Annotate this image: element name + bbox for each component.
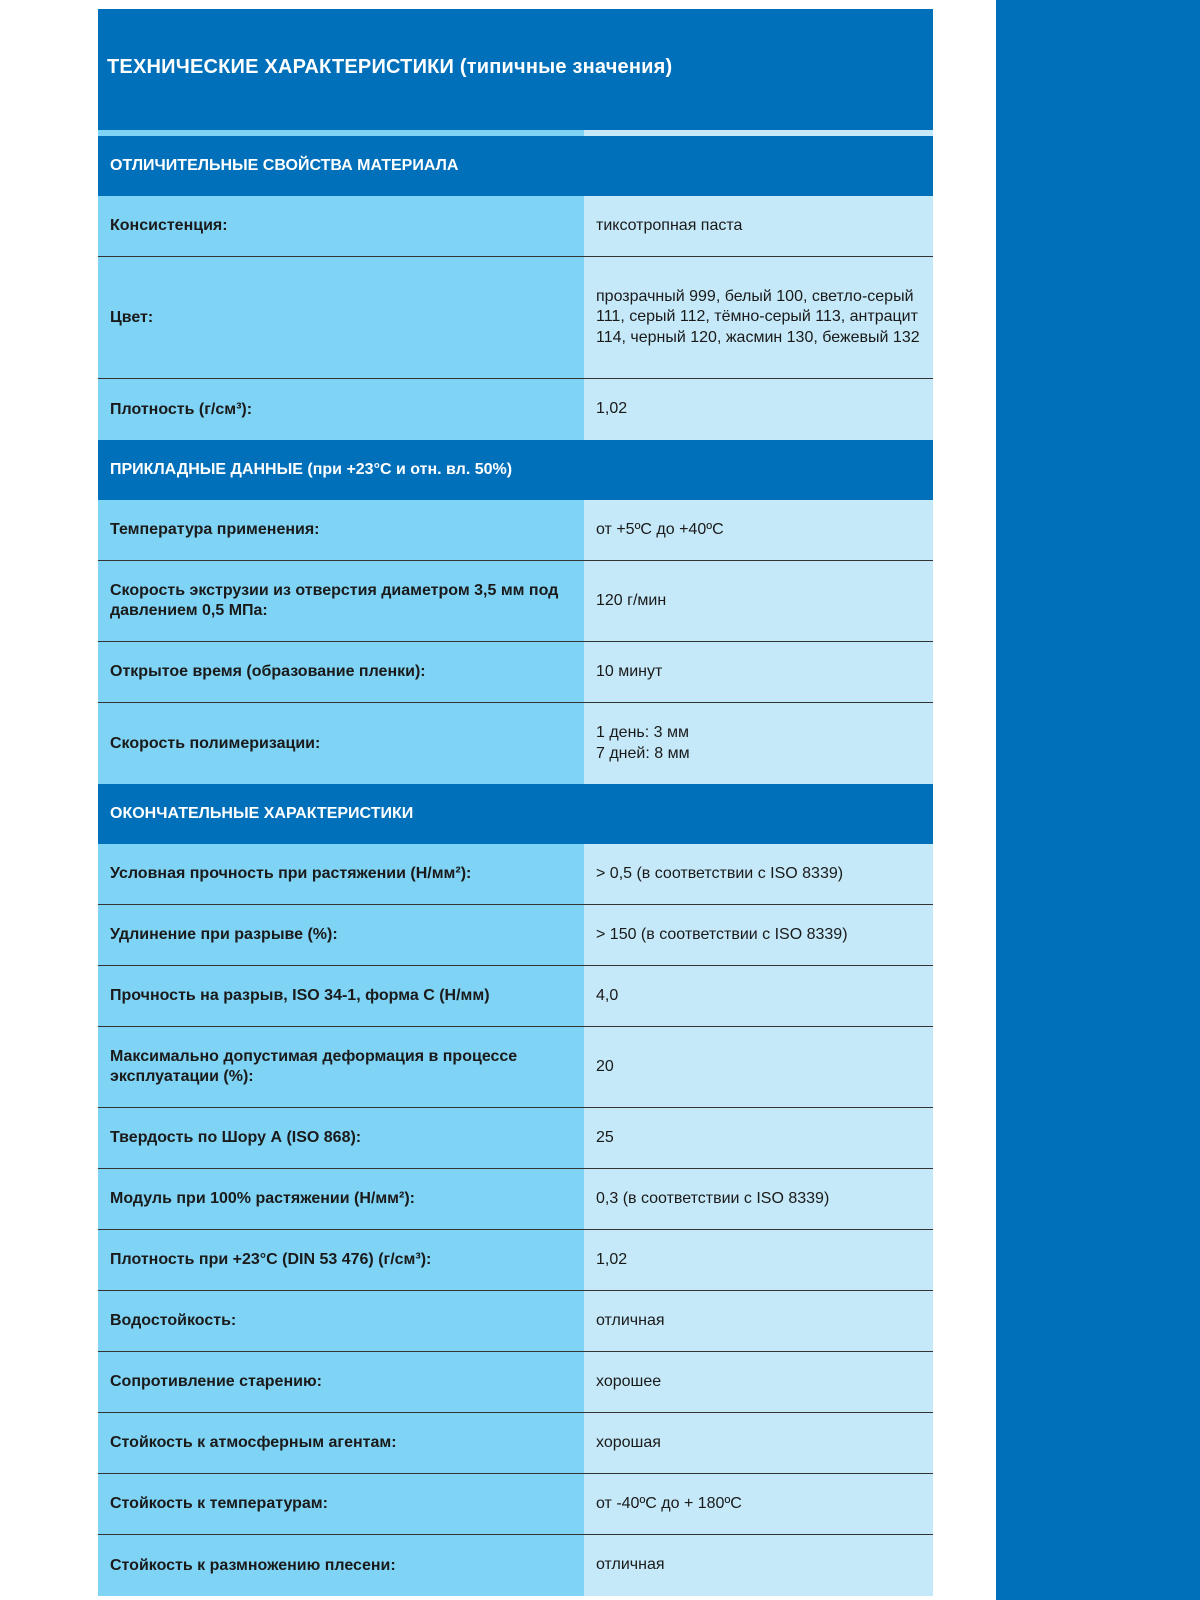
- table-row: [98, 196, 933, 257]
- section-heading-material: ОТЛИЧИТЕЛЬНЫЕ СВОЙСТВА МАТЕРИАЛА: [98, 136, 933, 196]
- row-label: Удлинение при разрыве (%):: [98, 905, 584, 965]
- table-row: [98, 1169, 933, 1230]
- row-label: Консистенция:: [98, 196, 584, 256]
- table-row: [98, 1291, 933, 1352]
- title-block: [98, 9, 933, 130]
- spec-sheet: [98, 9, 933, 1596]
- table-row: [98, 1352, 933, 1413]
- row-value: хорошая: [584, 1413, 933, 1473]
- row-label: Плотность (г/см³):: [98, 379, 584, 440]
- table-row: [98, 905, 933, 966]
- table-row: [98, 1027, 933, 1108]
- row-value: 1,02: [584, 379, 933, 440]
- row-value: > 150 (в соответствии с ISO 8339): [584, 905, 933, 965]
- row-value: прозрачный 999, белый 100, светло-серый 111, серый 112, тёмно-серый 113, антрацит 114, черный 120, жасмин 130, бежевый 132: [584, 257, 933, 378]
- table-row: [98, 1474, 933, 1535]
- row-value: > 0,5 (в соответствии с ISO 8339): [584, 844, 933, 904]
- title-accent-stripe: [98, 130, 933, 136]
- page-title: ТЕХНИЧЕСКИЕ ХАРАКТЕРИСТИКИ (типичные значения): [107, 56, 673, 78]
- table-row: [98, 1230, 933, 1291]
- table-row: [98, 1108, 933, 1169]
- row-value: 1,02: [584, 1230, 933, 1290]
- table-row: [98, 500, 933, 561]
- row-label: Условная прочность при растяжении (Н/мм²):: [98, 844, 584, 904]
- side-color-band: [996, 0, 1200, 1600]
- table-row: [98, 257, 933, 379]
- row-label: Скорость полимеризации:: [98, 703, 584, 784]
- row-value: [584, 703, 933, 784]
- row-label: Стойкость к атмосферным агентам:: [98, 1413, 584, 1473]
- section-heading-application: ПРИКЛАДНЫЕ ДАННЫЕ (при +23°C и отн. вл. 50%): [98, 440, 933, 500]
- row-label: Скорость экструзии из отверстия диаметром 3,5 мм под давлением 0,5 МПа:: [98, 561, 584, 641]
- row-value: 4,0: [584, 966, 933, 1026]
- row-value: хорошее: [584, 1352, 933, 1412]
- row-value: от -40ºC до + 180ºC: [584, 1474, 933, 1534]
- accent-right: [584, 130, 933, 136]
- row-value: отличная: [584, 1535, 933, 1596]
- row-label: Сопротивление старению:: [98, 1352, 584, 1412]
- row-value-line: 7 дней: 8 мм: [596, 744, 690, 762]
- row-label: Модуль при 100% растяжении (Н/мм²):: [98, 1169, 584, 1229]
- row-label: Плотность при +23°C (DIN 53 476) (г/см³):: [98, 1230, 584, 1290]
- table-row: [98, 379, 933, 440]
- table-row: [98, 966, 933, 1027]
- row-label: Твердость по Шору А (ISO 868):: [98, 1108, 584, 1168]
- row-label: Максимально допустимая деформация в процессе эксплуатации (%):: [98, 1027, 584, 1107]
- row-value: 25: [584, 1108, 933, 1168]
- row-value: тиксотропная паста: [584, 196, 933, 256]
- row-value: 120 г/мин: [584, 561, 933, 641]
- table-row: [98, 561, 933, 642]
- row-value: отличная: [584, 1291, 933, 1351]
- table-row: [98, 642, 933, 703]
- row-label: Водостойкость:: [98, 1291, 584, 1351]
- row-label: Стойкость к размножению плесени:: [98, 1535, 584, 1596]
- row-value: от +5ºC до +40ºC: [584, 500, 933, 560]
- table-row: [98, 703, 933, 784]
- table-row: [98, 1413, 933, 1474]
- table-row: [98, 1535, 933, 1596]
- section-heading-final: ОКОНЧАТЕЛЬНЫЕ ХАРАКТЕРИСТИКИ: [98, 784, 933, 844]
- row-label: Температура применения:: [98, 500, 584, 560]
- row-label: Цвет:: [98, 257, 584, 378]
- row-value: 20: [584, 1027, 933, 1107]
- row-label: Стойкость к температурам:: [98, 1474, 584, 1534]
- row-value: 10 минут: [584, 642, 933, 702]
- table-row: [98, 844, 933, 905]
- row-value-line: 1 день: 3 мм: [596, 724, 689, 741]
- row-label: Прочность на разрыв, ISO 34-1, форма C (Н/мм): [98, 966, 584, 1026]
- row-label: Открытое время (образование пленки):: [98, 642, 584, 702]
- accent-left: [98, 130, 584, 136]
- row-value: 0,3 (в соответствии с ISO 8339): [584, 1169, 933, 1229]
